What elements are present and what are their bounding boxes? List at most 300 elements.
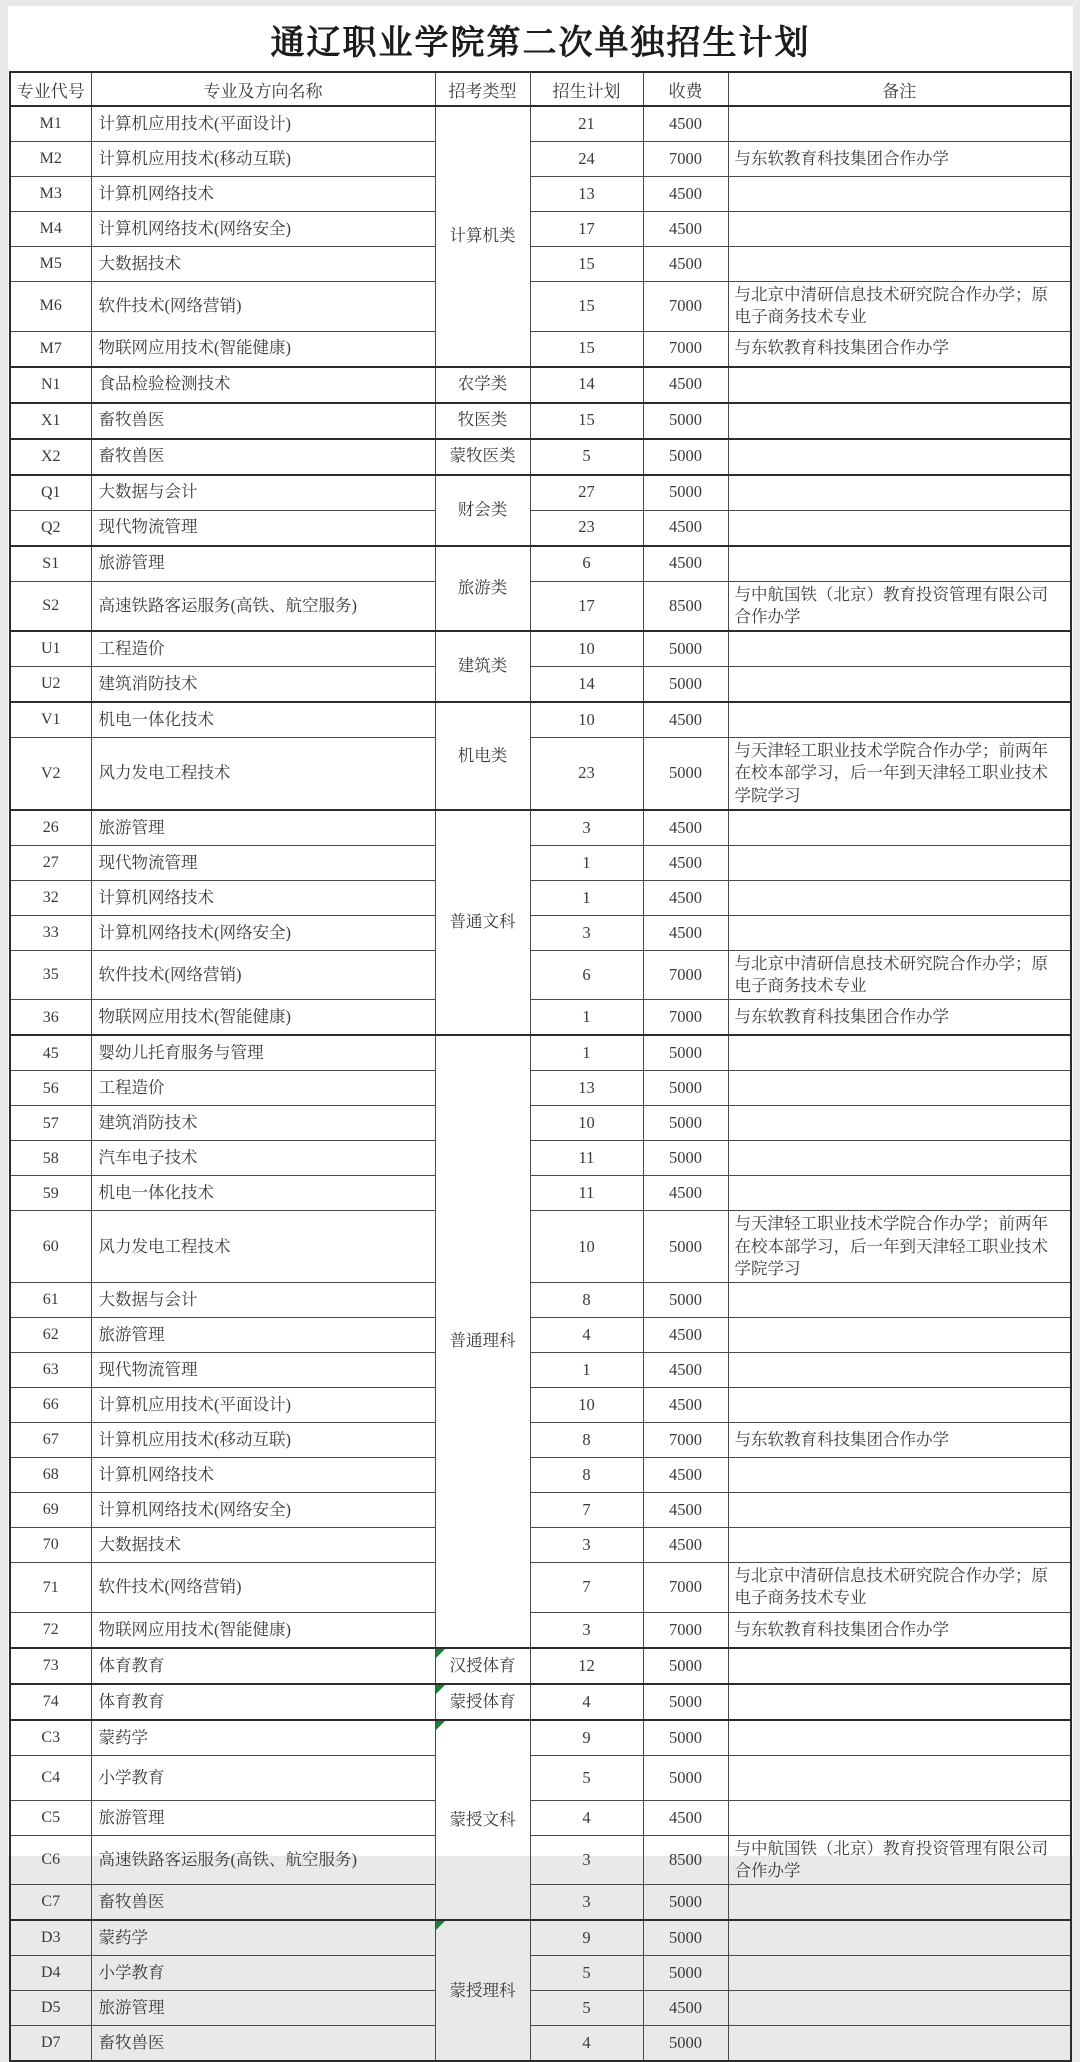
fee-cell: 5000 — [643, 439, 728, 475]
fee-cell: 8500 — [643, 581, 728, 631]
plan-count-cell: 23 — [530, 510, 643, 546]
major-code-cell: 69 — [10, 1493, 91, 1528]
plan-count-cell: 6 — [530, 546, 643, 582]
header-remarks: 备注 — [728, 72, 1071, 106]
exam-type-cell: 汉授体育 — [435, 1648, 530, 1684]
major-code-cell: M4 — [10, 212, 91, 247]
remark-cell — [728, 1684, 1071, 1720]
remark-cell — [728, 1035, 1071, 1071]
plan-count-cell: 5 — [530, 1755, 643, 1800]
fee-cell: 7000 — [643, 950, 728, 1000]
plan-count-cell: 17 — [530, 581, 643, 631]
remark-cell: 与天津轻工职业技术学院合作办学；前两年在校本部学习，后一年到天津轻工职业技术学院学习 — [728, 738, 1071, 810]
exam-type-cell: 建筑类 — [435, 631, 530, 702]
plan-count-cell: 14 — [530, 367, 643, 403]
fee-cell: 4500 — [643, 177, 728, 212]
fee-cell: 4500 — [643, 1458, 728, 1493]
fee-cell: 4500 — [643, 1528, 728, 1563]
major-name-cell: 高速铁路客运服务(高铁、航空服务) — [91, 581, 435, 631]
plan-count-cell: 11 — [530, 1176, 643, 1211]
fee-cell: 5000 — [643, 475, 728, 511]
table-row — [10, 1318, 1071, 1353]
major-name-cell: 计算机网络技术(网络安全) — [91, 1493, 435, 1528]
major-code-cell: C6 — [10, 1835, 91, 1885]
major-name-cell: 机电一体化技术 — [91, 702, 435, 738]
major-code-cell: 62 — [10, 1318, 91, 1353]
table-row — [10, 439, 1071, 475]
major-code-cell: 60 — [10, 1211, 91, 1283]
plan-count-cell: 10 — [530, 631, 643, 667]
remark-cell — [728, 2026, 1071, 2062]
major-name-cell: 计算机网络技术(网络安全) — [91, 212, 435, 247]
remark-cell: 与北京中清研信息技术研究院合作办学；原电子商务技术专业 — [728, 1563, 1071, 1613]
major-code-cell: D5 — [10, 1991, 91, 2026]
table-row — [10, 1423, 1071, 1458]
plan-count-cell: 1 — [530, 845, 643, 880]
major-name-cell: 旅游管理 — [91, 810, 435, 846]
major-code-cell: 56 — [10, 1071, 91, 1106]
fee-cell: 5000 — [643, 667, 728, 703]
major-name-cell: 风力发电工程技术 — [91, 1211, 435, 1283]
remark-cell — [728, 1648, 1071, 1684]
fee-cell: 4500 — [643, 915, 728, 950]
plan-count-cell: 10 — [530, 1388, 643, 1423]
major-name-cell: 体育教育 — [91, 1684, 435, 1720]
major-code-cell: S1 — [10, 546, 91, 582]
remark-cell: 与东软教育科技集团合作办学 — [728, 331, 1071, 367]
fee-cell: 4500 — [643, 367, 728, 403]
fee-cell: 4500 — [643, 510, 728, 546]
plan-count-cell: 3 — [530, 1528, 643, 1563]
remark-cell — [728, 1353, 1071, 1388]
major-code-cell: 63 — [10, 1353, 91, 1388]
exam-type-cell: 蒙授文科 — [435, 1720, 530, 1921]
fee-cell: 5000 — [643, 1755, 728, 1800]
exam-type-cell: 蒙授理科 — [435, 1920, 530, 2061]
major-name-cell: 工程造价 — [91, 1071, 435, 1106]
plan-count-cell: 15 — [530, 403, 643, 439]
plan-count-cell: 5 — [530, 1991, 643, 2026]
major-name-cell: 计算机网络技术 — [91, 880, 435, 915]
remark-cell — [728, 1991, 1071, 2026]
plan-count-cell: 7 — [530, 1563, 643, 1613]
major-code-cell: S2 — [10, 581, 91, 631]
table-row — [10, 403, 1071, 439]
major-name-cell: 软件技术(网络营销) — [91, 950, 435, 1000]
fee-cell: 7000 — [643, 1612, 728, 1648]
remark-cell — [728, 1106, 1071, 1141]
table-row — [10, 1956, 1071, 1991]
remark-cell — [728, 1493, 1071, 1528]
table-row — [10, 1991, 1071, 2026]
major-code-cell: V1 — [10, 702, 91, 738]
table-row — [10, 177, 1071, 212]
table-row — [10, 1353, 1071, 1388]
fee-cell: 4500 — [643, 1388, 728, 1423]
plan-count-cell: 10 — [530, 1106, 643, 1141]
fee-cell: 7000 — [643, 1563, 728, 1613]
remark-cell — [728, 212, 1071, 247]
remark-cell — [728, 1920, 1071, 1956]
plan-count-cell: 23 — [530, 738, 643, 810]
remark-cell — [728, 510, 1071, 546]
plan-count-cell: 11 — [530, 1141, 643, 1176]
table-row — [10, 1648, 1071, 1684]
plan-count-cell: 1 — [530, 880, 643, 915]
major-name-cell: 小学教育 — [91, 1755, 435, 1800]
major-name-cell: 畜牧兽医 — [91, 2026, 435, 2062]
table-row — [10, 915, 1071, 950]
fee-cell: 4500 — [643, 546, 728, 582]
fee-cell: 4500 — [643, 212, 728, 247]
remark-cell — [728, 845, 1071, 880]
fee-cell: 5000 — [643, 403, 728, 439]
remark-cell — [728, 475, 1071, 511]
remark-cell — [728, 1388, 1071, 1423]
table-row — [10, 1283, 1071, 1318]
table-row — [10, 880, 1071, 915]
remark-cell — [728, 1885, 1071, 1921]
major-name-cell: 蒙药学 — [91, 1920, 435, 1956]
major-code-cell: M5 — [10, 247, 91, 282]
fee-cell: 7000 — [643, 331, 728, 367]
major-name-cell: 计算机网络技术(网络安全) — [91, 915, 435, 950]
major-name-cell: 物联网应用技术(智能健康) — [91, 331, 435, 367]
remark-cell — [728, 1071, 1071, 1106]
remark-cell: 与北京中清研信息技术研究院合作办学；原电子商务技术专业 — [728, 950, 1071, 1000]
major-code-cell: 59 — [10, 1176, 91, 1211]
fee-cell: 5000 — [643, 1211, 728, 1283]
major-code-cell: C5 — [10, 1800, 91, 1835]
major-code-cell: C7 — [10, 1885, 91, 1921]
major-code-cell: M3 — [10, 177, 91, 212]
page-title: 通辽职业学院第二次单独招生计划 — [270, 25, 811, 62]
major-name-cell: 计算机应用技术(移动互联) — [91, 142, 435, 177]
remark-cell — [728, 106, 1071, 142]
remark-cell — [728, 667, 1071, 703]
plan-count-cell: 6 — [530, 950, 643, 1000]
table-row — [10, 106, 1071, 142]
remark-cell — [728, 247, 1071, 282]
plan-count-cell: 1 — [530, 1035, 643, 1071]
fee-cell: 4500 — [643, 1318, 728, 1353]
exam-type-cell: 农学类 — [435, 367, 530, 403]
header-plan-count: 招生计划 — [530, 72, 643, 106]
plan-count-cell: 8 — [530, 1423, 643, 1458]
plan-count-cell: 13 — [530, 177, 643, 212]
major-name-cell: 软件技术(网络营销) — [91, 1563, 435, 1613]
plan-count-cell: 9 — [530, 1720, 643, 1756]
plan-count-cell: 21 — [530, 106, 643, 142]
major-code-cell: M2 — [10, 142, 91, 177]
cell-flag-triangle-icon — [436, 1921, 445, 1930]
major-code-cell: 36 — [10, 1000, 91, 1036]
major-code-cell: 72 — [10, 1612, 91, 1648]
major-name-cell: 汽车电子技术 — [91, 1141, 435, 1176]
major-code-cell: 45 — [10, 1035, 91, 1071]
remark-cell — [728, 367, 1071, 403]
table-row — [10, 1493, 1071, 1528]
major-code-cell: 27 — [10, 845, 91, 880]
remark-cell — [728, 403, 1071, 439]
major-name-cell: 畜牧兽医 — [91, 1885, 435, 1921]
fee-cell: 5000 — [643, 1684, 728, 1720]
fee-cell: 4500 — [643, 1493, 728, 1528]
fee-cell: 4500 — [643, 1176, 728, 1211]
major-name-cell: 食品检验检测技术 — [91, 367, 435, 403]
major-name-cell: 机电一体化技术 — [91, 1176, 435, 1211]
fee-cell: 4500 — [643, 106, 728, 142]
fee-cell: 4500 — [643, 810, 728, 846]
major-code-cell: M7 — [10, 331, 91, 367]
remark-cell — [728, 1800, 1071, 1835]
header-major-name: 专业及方向名称 — [91, 72, 435, 106]
major-name-cell: 高速铁路客运服务(高铁、航空服务) — [91, 1835, 435, 1885]
table-row — [10, 1885, 1071, 1921]
major-name-cell: 婴幼儿托育服务与管理 — [91, 1035, 435, 1071]
plan-count-cell: 1 — [530, 1353, 643, 1388]
plan-count-cell: 12 — [530, 1648, 643, 1684]
remark-cell — [728, 1141, 1071, 1176]
major-code-cell: X1 — [10, 403, 91, 439]
major-code-cell: 71 — [10, 1563, 91, 1613]
major-name-cell: 建筑消防技术 — [91, 667, 435, 703]
plan-count-cell: 4 — [530, 1800, 643, 1835]
table-row — [10, 2026, 1071, 2062]
major-name-cell: 旅游管理 — [91, 1800, 435, 1835]
exam-type-cell: 牧医类 — [435, 403, 530, 439]
remark-cell: 与东软教育科技集团合作办学 — [728, 142, 1071, 177]
major-code-cell: C4 — [10, 1755, 91, 1800]
fee-cell: 7000 — [643, 142, 728, 177]
table-row — [10, 247, 1071, 282]
plan-count-cell: 15 — [530, 331, 643, 367]
table-row — [10, 631, 1071, 667]
major-code-cell: X2 — [10, 439, 91, 475]
remark-cell: 与中航国铁（北京）教育投资管理有限公司合作办学 — [728, 1835, 1071, 1885]
remark-cell: 与东软教育科技集团合作办学 — [728, 1612, 1071, 1648]
exam-type-cell: 旅游类 — [435, 546, 530, 632]
remark-cell — [728, 1283, 1071, 1318]
plan-count-cell: 9 — [530, 1920, 643, 1956]
major-name-cell: 旅游管理 — [91, 546, 435, 582]
enrollment-plan-table — [9, 71, 1072, 2062]
remark-cell — [728, 439, 1071, 475]
major-code-cell: 67 — [10, 1423, 91, 1458]
plan-table-body — [10, 106, 1071, 2061]
major-code-cell: M1 — [10, 106, 91, 142]
table-row — [10, 475, 1071, 511]
remark-cell — [728, 1956, 1071, 1991]
major-code-cell: N1 — [10, 367, 91, 403]
major-name-cell: 蒙药学 — [91, 1720, 435, 1756]
fee-cell: 5000 — [643, 631, 728, 667]
fee-cell: 4500 — [643, 702, 728, 738]
major-name-cell: 旅游管理 — [91, 1991, 435, 2026]
exam-type-cell: 蒙授体育 — [435, 1684, 530, 1720]
major-name-cell: 大数据与会计 — [91, 1283, 435, 1318]
table-row — [10, 1458, 1071, 1493]
major-code-cell: 73 — [10, 1648, 91, 1684]
fee-cell: 5000 — [643, 738, 728, 810]
fee-cell: 4500 — [643, 1353, 728, 1388]
fee-cell: 4500 — [643, 845, 728, 880]
remark-cell — [728, 880, 1071, 915]
fee-cell: 7000 — [643, 282, 728, 332]
table-row — [10, 950, 1071, 1000]
major-code-cell: D4 — [10, 1956, 91, 1991]
table-row — [10, 510, 1071, 546]
table-row — [10, 1035, 1071, 1071]
plan-count-cell: 13 — [530, 1071, 643, 1106]
fee-cell: 8500 — [643, 1835, 728, 1885]
fee-cell: 5000 — [643, 1720, 728, 1756]
plan-count-cell: 27 — [530, 475, 643, 511]
spreadsheet-area — [8, 6, 1073, 2053]
exam-type-cell: 计算机类 — [435, 106, 530, 367]
remark-cell: 与东软教育科技集团合作办学 — [728, 1000, 1071, 1036]
major-code-cell: V2 — [10, 738, 91, 810]
fee-cell: 7000 — [643, 1423, 728, 1458]
remark-cell — [728, 1528, 1071, 1563]
plan-count-cell: 14 — [530, 667, 643, 703]
plan-count-cell: 3 — [530, 1835, 643, 1885]
major-code-cell: 58 — [10, 1141, 91, 1176]
table-row — [10, 845, 1071, 880]
plan-count-cell: 5 — [530, 439, 643, 475]
plan-count-cell: 4 — [530, 1318, 643, 1353]
plan-count-cell: 10 — [530, 1211, 643, 1283]
table-row — [10, 1800, 1071, 1835]
fee-cell: 5000 — [643, 1648, 728, 1684]
major-code-cell: 61 — [10, 1283, 91, 1318]
major-code-cell: 26 — [10, 810, 91, 846]
plan-count-cell: 10 — [530, 702, 643, 738]
table-row — [10, 738, 1071, 810]
remark-cell — [728, 631, 1071, 667]
fee-cell: 4500 — [643, 1800, 728, 1835]
cell-flag-triangle-icon — [436, 1685, 445, 1694]
header-row — [10, 72, 1071, 106]
fee-cell: 5000 — [643, 1885, 728, 1921]
major-code-cell: Q2 — [10, 510, 91, 546]
fee-cell: 4500 — [643, 880, 728, 915]
exam-type-cell: 普通理科 — [435, 1035, 530, 1647]
fee-cell: 7000 — [643, 1000, 728, 1036]
table-row — [10, 1920, 1071, 1956]
table-row — [10, 1528, 1071, 1563]
fee-cell: 5000 — [643, 1141, 728, 1176]
table-row — [10, 1388, 1071, 1423]
major-code-cell: D3 — [10, 1920, 91, 1956]
major-name-cell: 风力发电工程技术 — [91, 738, 435, 810]
table-row — [10, 1106, 1071, 1141]
major-code-cell: U2 — [10, 667, 91, 703]
major-name-cell: 现代物流管理 — [91, 1353, 435, 1388]
plan-count-cell: 3 — [530, 1612, 643, 1648]
major-name-cell: 计算机应用技术(平面设计) — [91, 106, 435, 142]
major-code-cell: C3 — [10, 1720, 91, 1756]
plan-count-cell: 3 — [530, 1885, 643, 1921]
major-name-cell: 大数据与会计 — [91, 475, 435, 511]
table-row — [10, 142, 1071, 177]
plan-count-cell: 5 — [530, 1956, 643, 1991]
major-name-cell: 计算机应用技术(移动互联) — [91, 1423, 435, 1458]
major-name-cell: 计算机应用技术(平面设计) — [91, 1388, 435, 1423]
major-code-cell: 32 — [10, 880, 91, 915]
plan-count-cell: 3 — [530, 915, 643, 950]
table-row — [10, 367, 1071, 403]
exam-type-cell: 财会类 — [435, 475, 530, 546]
header-exam-type: 招考类型 — [435, 72, 530, 106]
plan-count-cell: 17 — [530, 212, 643, 247]
major-code-cell: M6 — [10, 282, 91, 332]
exam-type-cell: 蒙牧医类 — [435, 439, 530, 475]
table-row — [10, 1141, 1071, 1176]
exam-type-cell: 机电类 — [435, 702, 530, 810]
remark-cell — [728, 810, 1071, 846]
major-code-cell: 35 — [10, 950, 91, 1000]
major-name-cell: 物联网应用技术(智能健康) — [91, 1612, 435, 1648]
major-name-cell: 旅游管理 — [91, 1318, 435, 1353]
major-name-cell: 大数据技术 — [91, 1528, 435, 1563]
plan-count-cell: 15 — [530, 282, 643, 332]
table-row — [10, 1071, 1071, 1106]
fee-cell: 5000 — [643, 1956, 728, 1991]
table-row — [10, 331, 1071, 367]
plan-count-cell: 3 — [530, 810, 643, 846]
major-name-cell: 计算机网络技术 — [91, 1458, 435, 1493]
remark-cell — [728, 1458, 1071, 1493]
major-code-cell: 74 — [10, 1684, 91, 1720]
major-name-cell: 计算机网络技术 — [91, 177, 435, 212]
table-row — [10, 1684, 1071, 1720]
major-code-cell: 66 — [10, 1388, 91, 1423]
remark-cell — [728, 702, 1071, 738]
table-row — [10, 1211, 1071, 1283]
table-row — [10, 702, 1071, 738]
major-code-cell: 33 — [10, 915, 91, 950]
remark-cell — [728, 915, 1071, 950]
plan-count-cell: 4 — [530, 2026, 643, 2062]
major-name-cell: 工程造价 — [91, 631, 435, 667]
remark-cell: 与东软教育科技集团合作办学 — [728, 1423, 1071, 1458]
plan-count-cell: 8 — [530, 1458, 643, 1493]
major-name-cell: 现代物流管理 — [91, 510, 435, 546]
table-row — [10, 1176, 1071, 1211]
plan-count-cell: 4 — [530, 1684, 643, 1720]
table-row — [10, 1000, 1071, 1036]
plan-count-cell: 8 — [530, 1283, 643, 1318]
fee-cell: 5000 — [643, 1071, 728, 1106]
table-row — [10, 667, 1071, 703]
major-name-cell: 现代物流管理 — [91, 845, 435, 880]
major-code-cell: U1 — [10, 631, 91, 667]
major-code-cell: 57 — [10, 1106, 91, 1141]
table-row — [10, 1563, 1071, 1613]
fee-cell: 5000 — [643, 2026, 728, 2062]
remark-cell — [728, 1755, 1071, 1800]
header-fee: 收费 — [643, 72, 728, 106]
table-row — [10, 1755, 1071, 1800]
major-name-cell: 体育教育 — [91, 1648, 435, 1684]
table-row — [10, 1612, 1071, 1648]
major-name-cell: 物联网应用技术(智能健康) — [91, 1000, 435, 1036]
major-code-cell: Q1 — [10, 475, 91, 511]
table-row — [10, 1720, 1071, 1756]
major-code-cell: 70 — [10, 1528, 91, 1563]
major-code-cell: D7 — [10, 2026, 91, 2062]
